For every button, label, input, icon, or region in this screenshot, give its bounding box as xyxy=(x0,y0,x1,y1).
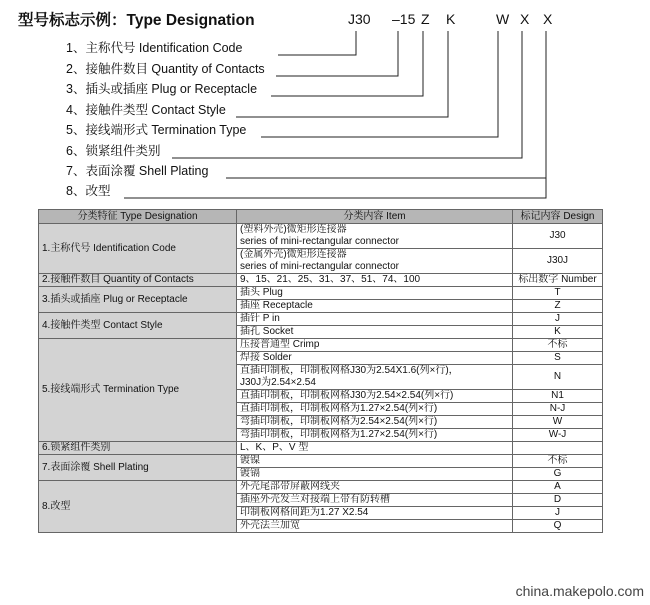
designation-item-4: 4、接触件类型 Contact Style xyxy=(66,103,226,117)
code-cell: D xyxy=(513,494,603,507)
item-cell xyxy=(237,520,513,533)
category-cell: 6.锁紧组件类别 xyxy=(39,442,237,455)
code-cell: J xyxy=(513,313,603,326)
category-cell: 5.接线端形式 Termination Type xyxy=(39,339,237,442)
code-cell: Z xyxy=(513,300,603,313)
item-text: 外壳尾部带屏蔽网线夹 xyxy=(240,481,340,492)
table-row xyxy=(39,442,603,455)
designation-item-6: 6、锁紧组件类别 xyxy=(66,144,161,158)
leader-line-3 xyxy=(271,31,423,96)
designation-code xyxy=(348,11,553,27)
item-text-line2: J30J为2.54×2.54 xyxy=(240,377,316,388)
code-cell: W xyxy=(513,416,603,429)
table-row xyxy=(39,339,603,352)
item-cell xyxy=(237,249,513,274)
code-locking: X xyxy=(520,11,530,27)
code-cell: J30J xyxy=(513,249,603,274)
table-row xyxy=(39,455,603,468)
category-cell: 4.接触件类型 Contact Style xyxy=(39,313,237,339)
item-text: 9、15、21、25、31、37、51、74、100 xyxy=(240,274,421,285)
code-cell: 标出数字 Number xyxy=(513,274,603,287)
item-cell xyxy=(237,224,513,249)
item-text: 插孔 Socket xyxy=(240,326,294,337)
item-text: 弯插印制板，印制板网格为2.54×2.54(列×行) xyxy=(240,416,438,427)
item-cell xyxy=(237,352,513,365)
code-cell: T xyxy=(513,287,603,300)
code-cell: G xyxy=(513,468,603,481)
item-text-line2: series of mini-rectangular connector xyxy=(240,236,399,247)
designation-items xyxy=(66,41,265,198)
page-title: 型号标志示例：Type Designation xyxy=(18,12,255,29)
item-text: 弯插印制板，印制板网格为1.27×2.54(列×行) xyxy=(240,429,438,440)
item-cell xyxy=(237,403,513,416)
type-designation-diagram xyxy=(0,0,650,205)
item-text: 插针 P in xyxy=(240,313,280,324)
code-cell: A xyxy=(513,481,603,494)
item-cell xyxy=(237,274,513,287)
code-cell: 不标 xyxy=(513,455,603,468)
item-text: 插座外壳发兰对接端上带有防转槽 xyxy=(240,494,390,505)
item-text: 压接普通型 Crimp xyxy=(240,339,320,350)
item-cell xyxy=(237,455,513,468)
item-cell xyxy=(237,365,513,390)
designation-table xyxy=(38,209,603,533)
item-cell xyxy=(237,416,513,429)
designation-item-5: 5、接线端形式 Termination Type xyxy=(66,123,247,137)
leader-line-5 xyxy=(261,31,498,137)
item-cell xyxy=(237,468,513,481)
item-text: 直插印制板，印制板网格为1.27×2.54(列×行) xyxy=(240,403,438,414)
code-cell: J xyxy=(513,507,603,520)
item-cell xyxy=(237,481,513,494)
leader-line-2 xyxy=(276,31,398,76)
item-text: 直插印制板，印制板网格J30为2.54×2.54(列×行) xyxy=(240,390,454,401)
item-cell xyxy=(237,313,513,326)
table-row xyxy=(39,287,603,300)
category-cell: 7.表面涂覆 Shell Plating xyxy=(39,455,237,481)
code-cell: 不标 xyxy=(513,339,603,352)
item-text: 外壳法兰加宽 xyxy=(240,520,300,531)
code-termination: W xyxy=(496,11,510,27)
code-cell: N-J xyxy=(513,403,603,416)
leader-line-4 xyxy=(236,31,448,117)
header-design: 标记内容 Design xyxy=(513,210,603,224)
table-row xyxy=(39,481,603,494)
code-plug-receptacle: Z xyxy=(421,11,430,27)
category-cell: 8.改型 xyxy=(39,481,237,533)
category-cell: 3.插头或插座 Plug or Receptacle xyxy=(39,287,237,313)
item-cell xyxy=(237,390,513,403)
table-row xyxy=(39,224,603,249)
item-text: 镀镉 xyxy=(240,468,260,479)
watermark-text: china.makepolo.com xyxy=(515,583,644,599)
item-text: 镀镍 xyxy=(240,455,260,466)
item-cell xyxy=(237,326,513,339)
item-text: 焊接 Solder xyxy=(240,352,292,363)
code-cell: S xyxy=(513,352,603,365)
item-cell xyxy=(237,442,513,455)
header-type-designation: 分类特征 Type Designation xyxy=(39,210,237,224)
table-row xyxy=(39,313,603,326)
code-contact-style: K xyxy=(446,11,456,27)
header-item: 分类内容 Item xyxy=(237,210,513,224)
designation-item-2: 2、接触件数目 Quantity of Contacts xyxy=(66,62,265,76)
item-text: 插头 Plug xyxy=(240,287,283,298)
item-text: (金属外壳)微矩形连接器 xyxy=(240,249,347,260)
code-cell xyxy=(513,442,603,455)
code-cell: W-J xyxy=(513,429,603,442)
designation-item-7: 7、表面涂覆 Shell Plating xyxy=(66,164,209,178)
item-text: L、K、P、V 型 xyxy=(240,442,309,453)
code-cell: N1 xyxy=(513,390,603,403)
designation-item-3: 3、插头或插座 Plug or Receptacle xyxy=(66,82,258,96)
code-cell: N xyxy=(513,365,603,390)
designation-item-1: 1、主称代号 Identification Code xyxy=(66,41,243,55)
item-cell xyxy=(237,494,513,507)
code-plating: X xyxy=(543,11,553,27)
leader-line-1 xyxy=(278,31,356,55)
item-cell xyxy=(237,507,513,520)
item-text-line2: series of mini-rectangular connector xyxy=(240,261,399,272)
designation-item-8: 8、改型 xyxy=(66,184,111,198)
item-cell xyxy=(237,287,513,300)
category-cell: 2.接触件数目 Quantity of Contacts xyxy=(39,274,237,287)
item-text: 直插印制板，印制板网格J30为2.54X1.6(列×行)， xyxy=(240,365,459,376)
item-cell xyxy=(237,429,513,442)
item-text: 印制板网格间距为1.27 X2.54 xyxy=(240,507,369,518)
code-cell: Q xyxy=(513,520,603,533)
item-text: (塑料外壳)微矩形连接器 xyxy=(240,224,347,235)
code-cell: K xyxy=(513,326,603,339)
code-quantity: –15 xyxy=(392,11,416,27)
table-header-row xyxy=(39,210,603,224)
code-main: J30 xyxy=(348,11,371,27)
table-row xyxy=(39,274,603,287)
item-cell xyxy=(237,339,513,352)
table-body xyxy=(39,224,603,533)
item-cell xyxy=(237,300,513,313)
item-text: 插座 Receptacle xyxy=(240,300,313,311)
code-cell: J30 xyxy=(513,224,603,249)
category-cell: 1.主称代号 Identification Code xyxy=(39,224,237,274)
